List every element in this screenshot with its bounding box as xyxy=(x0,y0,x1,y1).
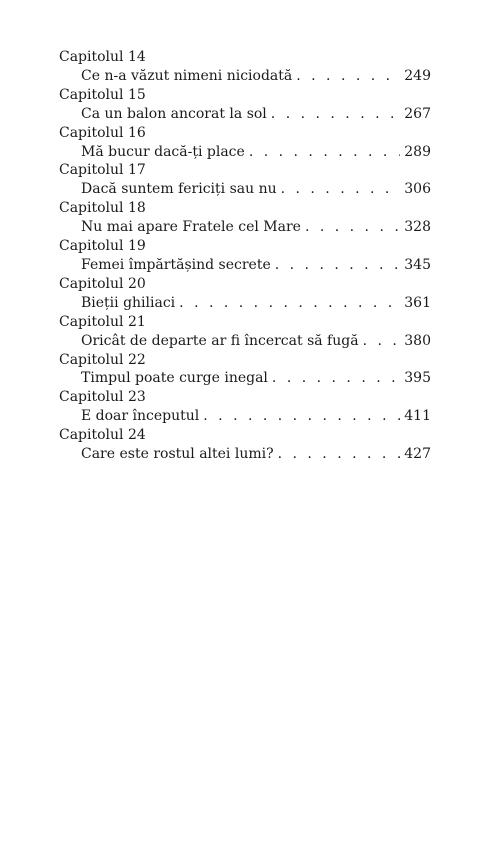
chapter-line xyxy=(81,294,431,313)
toc-entry xyxy=(59,313,431,351)
dot-leader xyxy=(271,105,400,124)
chapter-line xyxy=(81,67,431,86)
chapter-title: Dacă suntem fericiți sau nu xyxy=(81,181,277,198)
toc-entry xyxy=(59,351,431,389)
chapter-label: Capitolul 22 xyxy=(59,351,146,368)
page-number: 306 xyxy=(404,181,431,198)
chapter-title: Ce n-a văzut nimeni niciodată xyxy=(81,67,293,84)
dot-leader xyxy=(281,180,401,199)
chapter-line xyxy=(81,407,431,426)
dot-leader xyxy=(203,407,400,426)
page-number: 267 xyxy=(404,105,431,122)
chapter-title: Nu mai apare Fratele cel Mare xyxy=(81,219,301,236)
chapter-title: Oricât de departe ar fi încercat să fugă xyxy=(81,332,359,349)
page-number: 395 xyxy=(404,370,431,387)
dot-leader xyxy=(275,256,401,275)
toc-entry xyxy=(59,124,431,162)
chapter-title: Ca un balon ancorat la sol xyxy=(81,105,267,122)
chapter-title: Femei împărtășind secrete xyxy=(81,256,271,273)
chapter-line xyxy=(81,369,431,388)
chapter-label: Capitolul 17 xyxy=(59,162,146,179)
page-number: 411 xyxy=(404,408,431,425)
chapter-line xyxy=(81,218,431,237)
dot-leader xyxy=(296,67,400,86)
toc-entry xyxy=(59,86,431,124)
chapter-label: Capitolul 15 xyxy=(59,86,146,103)
chapter-line xyxy=(81,143,431,162)
chapter-line xyxy=(81,105,431,124)
table-of-contents xyxy=(59,48,431,464)
chapter-label: Capitolul 16 xyxy=(59,124,146,141)
toc-entry xyxy=(59,388,431,426)
page-number: 380 xyxy=(404,332,431,349)
dot-leader xyxy=(363,332,401,351)
chapter-line xyxy=(81,445,431,464)
chapter-title: Timpul poate curge inegal xyxy=(81,370,268,387)
chapter-line xyxy=(81,180,431,199)
chapter-label: Capitolul 14 xyxy=(59,49,146,65)
page-number: 361 xyxy=(404,294,431,311)
toc-entry xyxy=(59,426,431,464)
toc-entry xyxy=(59,161,431,199)
chapter-title: Mă bucur dacă-ți place xyxy=(81,143,245,160)
chapter-label: Capitolul 20 xyxy=(59,275,146,292)
dot-leader xyxy=(278,445,401,464)
dot-leader xyxy=(179,294,400,313)
page-number: 427 xyxy=(404,446,431,463)
chapter-label: Capitolul 18 xyxy=(59,200,146,217)
chapter-line xyxy=(81,256,431,275)
toc-entry xyxy=(59,48,431,86)
dot-leader xyxy=(305,218,400,237)
chapter-label: Capitolul 23 xyxy=(59,389,146,406)
chapter-label: Capitolul 19 xyxy=(59,238,146,255)
page-number: 249 xyxy=(404,67,431,84)
chapter-label: Capitolul 21 xyxy=(59,313,146,330)
page-number: 289 xyxy=(404,143,431,160)
page-number: 345 xyxy=(404,256,431,273)
chapter-line xyxy=(81,332,431,351)
toc-entry xyxy=(59,237,431,275)
chapter-title: Care este rostul altei lumi? xyxy=(81,446,274,463)
dot-leader xyxy=(272,369,400,388)
toc-entry xyxy=(59,275,431,313)
toc-entry xyxy=(59,199,431,237)
page-number: 328 xyxy=(404,219,431,236)
chapter-title: E doar începutul xyxy=(81,408,200,425)
dot-leader xyxy=(249,143,400,162)
chapter-label: Capitolul 24 xyxy=(59,427,146,444)
chapter-title: Bieții ghiliaci xyxy=(81,294,176,311)
